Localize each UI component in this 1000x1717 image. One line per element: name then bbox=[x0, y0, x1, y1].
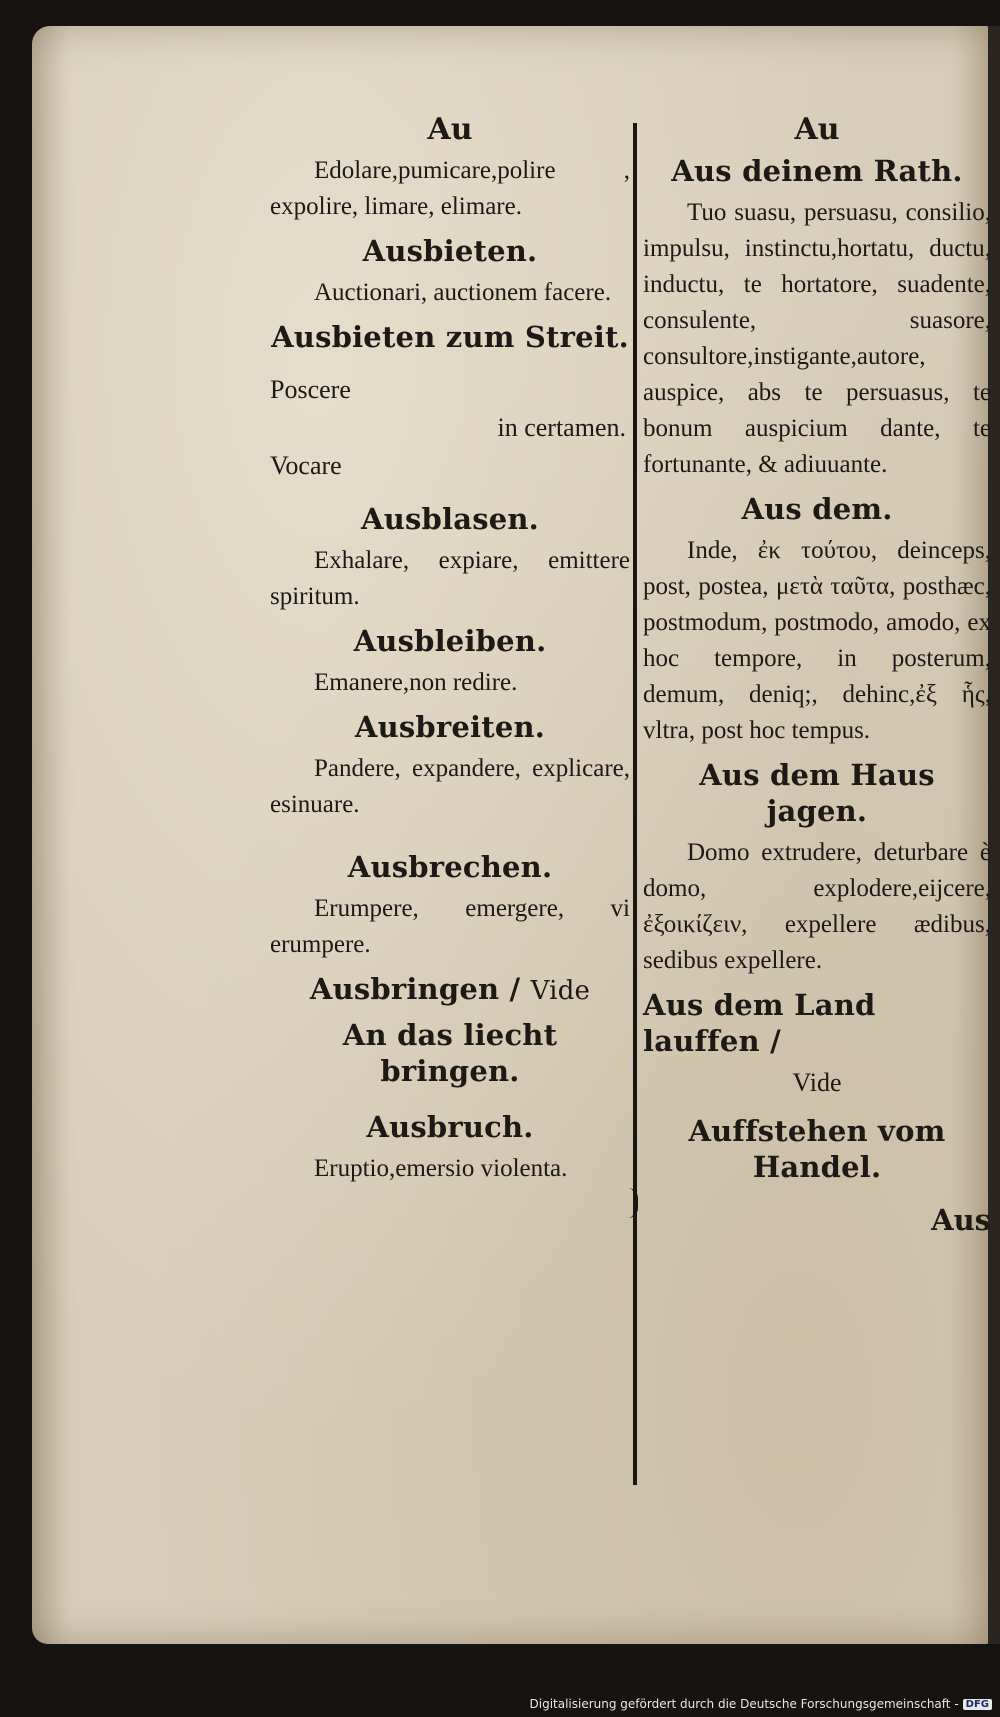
cross-reference: Auffstehen vom Handel. bbox=[688, 1114, 946, 1184]
running-head-left: Au bbox=[427, 112, 473, 147]
cross-reference: An das liecht bringen. bbox=[342, 1018, 558, 1088]
headword: Ausbrechen. bbox=[347, 850, 553, 884]
headword: Ausbruch. bbox=[366, 1110, 534, 1144]
headword: Ausbreiten. bbox=[354, 710, 546, 744]
entry-body: Erumpere, emergere, vi erumpere. bbox=[270, 895, 630, 958]
vide-label: Vide bbox=[530, 976, 591, 1006]
headword: Ausbieten. bbox=[362, 234, 538, 268]
entry-body: Emanere,non redire. bbox=[314, 669, 518, 696]
entry-continuation: Edolare,pumicare,polire , expolire, limare, elimare. bbox=[270, 157, 630, 220]
headword: Ausbleiben. bbox=[353, 624, 547, 658]
entry-body: Tuo suasu, persuasu, consilio, impulsu, instinctu,hortatu, ductu, inductu, te hortatore, suadente, consulente, suasore, consultore,instigante,autore, auspice, abs te persuasus, te bonum auspicium dante, te fortunante, & adiuuante. bbox=[643, 199, 991, 478]
entry-body: Domo extrudere, deturbare è domo, explodere,eijcere, ἐξοικίζειν, expellere ædibus, sedibus expellere. bbox=[643, 839, 991, 974]
catchword: Aus bbox=[931, 1203, 991, 1237]
column-divider bbox=[633, 123, 637, 1485]
headword: Aus dem Haus jagen. bbox=[699, 758, 935, 828]
entry-body: Pandere, expandere, explicare, esinuare. bbox=[270, 755, 630, 818]
entry-body: Inde, ἐκ τούτου, deinceps, post, postea, μετὰ ταῦτα, posthæc, postmodum, postmodo, amodo, ex hoc tempore, in posterum, demum, deniq;, dehinc,ἐξ ἧς, vltra, post hoc tempus. bbox=[643, 537, 991, 744]
headword-ausbringen bbox=[270, 971, 630, 1009]
entry-term: Poscere bbox=[270, 375, 351, 404]
entry-body: Auctionari, auctionem facere. bbox=[314, 279, 612, 306]
footer-text: Digitalisierung gefördert durch die Deutsche Forschungsgemeinschaft - bbox=[529, 1697, 959, 1711]
poscere-group bbox=[270, 375, 630, 493]
headword: Aus deinem Rath. bbox=[671, 154, 963, 188]
left-column bbox=[270, 112, 630, 1193]
headword-text: Ausbringen / bbox=[309, 972, 521, 1006]
entry-term-shared: in certamen. bbox=[497, 413, 626, 442]
headword: Aus dem. bbox=[741, 492, 893, 526]
entry-body: Exhalare, expiare, emittere spiritum. bbox=[270, 547, 630, 610]
entry-body: Eruptio,emersio violenta. bbox=[314, 1155, 568, 1182]
vide-label: Vide bbox=[792, 1068, 842, 1097]
headword: Ausblasen. bbox=[361, 502, 539, 536]
right-column bbox=[643, 112, 991, 1237]
headword: Aus dem Land lauffen / bbox=[643, 988, 876, 1058]
running-head-right: Au bbox=[794, 112, 840, 147]
entry-term: Vocare bbox=[270, 451, 342, 480]
headword: Ausbieten zum Streit. bbox=[271, 320, 629, 354]
digitization-footer bbox=[530, 1697, 993, 1711]
dfg-logo: DFG bbox=[963, 1699, 992, 1710]
